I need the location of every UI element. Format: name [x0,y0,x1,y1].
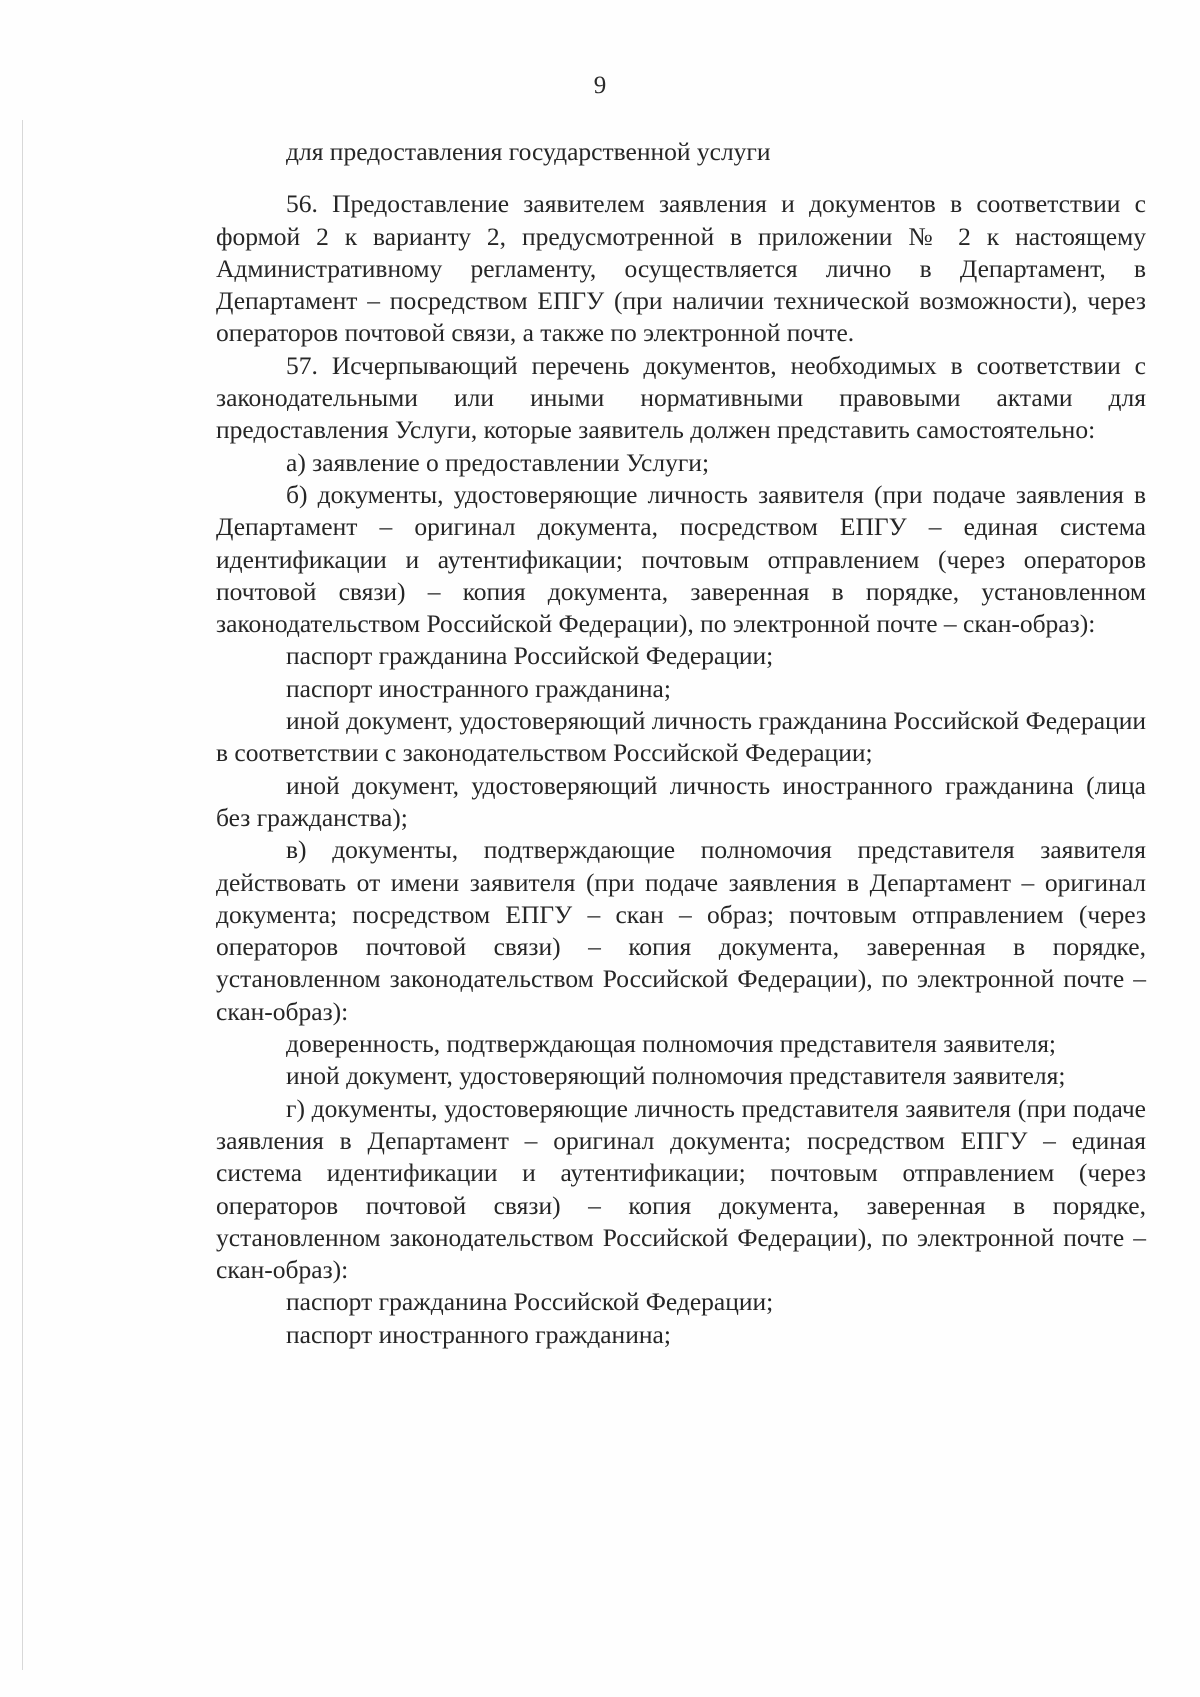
scan-edge-mark [22,120,23,1670]
document-item: иной документ, удостоверяющий полномочия представителя заявителя; [286,1061,1066,1091]
document-item: паспорт гражданина Российской Федерации; [286,641,774,671]
list-item-b: б) документы, удостоверяющие личность заявителя (при подаче заявления в Департамент – оригинал документа, посредством ЕПГУ – единая система идентификации и аутентификации; почтовым отправлением (через операторов почтовой связи) – копия документа, заверенная в порядке, установленном законодательством Российской Федерации), по электронной почте – скан-образ): [216,479,1146,639]
document-item: паспорт иностранного гражданина; [286,1319,671,1349]
document-item: доверенность, подтверждающая полномочия представителя заявителя; [286,1029,1057,1059]
document-item: паспорт иностранного гражданина; [286,673,671,703]
paragraph-56: 56. Предоставление заявителем заявления и документов в соответствии с формой 2 к варианту 2, предусмотренной в приложении № 2 к настоящему Административному регламенту, осуществляется лично в Департамент, в Департамент – посредством ЕПГУ (при наличии технической возможности), через операторов почтовой связи, а также по электронной почте. [216,189,1146,348]
document-body [216,136,1146,1351]
list-item-v: в) документы, подтверждающие полномочия представителя заявителя действовать от имени заявителя (при подаче заявления в Департамент – оригинал документа; посредством ЕПГУ – скан – образ; почтовым отправлением (через операторов почтовой связи) – копия документа, заверенная в порядке, установленном законодательством Российской Федерации), по электронной почте – скан-образ): [216,835,1146,1026]
document-item: иной документ, удостоверяющий личность гражданина Российской Федерации в соответствии с законодательством Российской Федерации; [216,706,1146,768]
section-heading-tail: для предоставления государственной услуги [286,137,771,166]
paragraph-57: 57. Исчерпывающий перечень документов, необходимых в соответствии с законодательными или иными нормативными правовыми актами для предоставления Услуги, которые заявитель должен представить самостоятельно: [216,350,1146,445]
page-number: 9 [593,72,607,99]
document-item: паспорт гражданина Российской Федерации; [286,1287,774,1317]
list-item-g: г) документы, удостоверяющие личность представителя заявителя (при подаче заявления в Департамент – оригинал документа; посредством ЕПГУ – единая система идентификации и аутентификации; почтовым отправлением (через операторов почтовой связи) – копия документа, заверенная в порядке, установленном законодательством Российской Федерации), по электронной почте – скан-образ): [216,1093,1146,1285]
document-item: иной документ, удостоверяющий личность иностранного гражданина (лица без гражданства); [216,770,1146,832]
list-item-a: а) заявление о предоставлении Услуги; [286,447,710,477]
